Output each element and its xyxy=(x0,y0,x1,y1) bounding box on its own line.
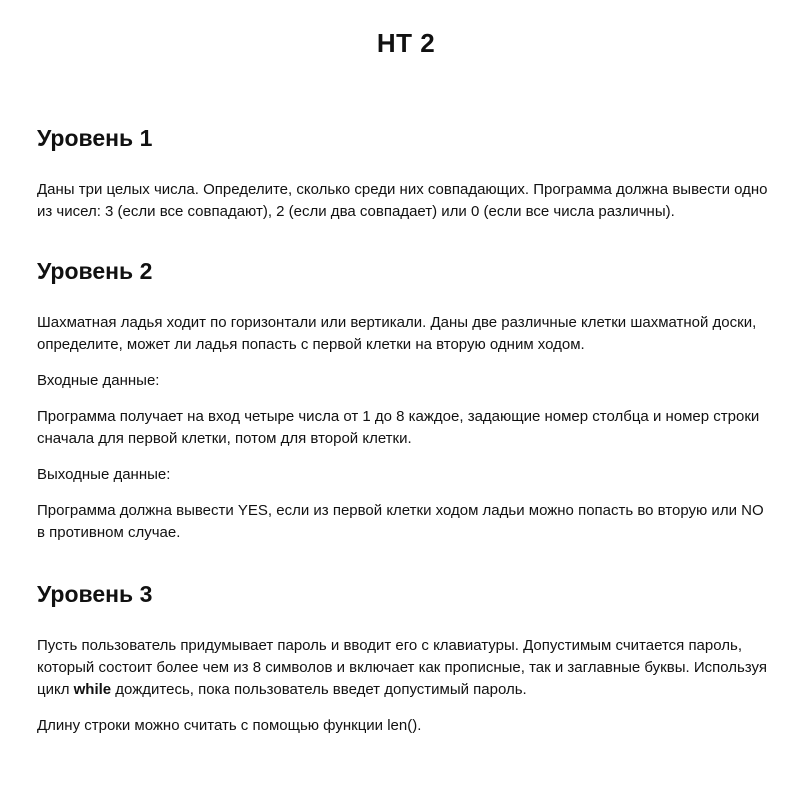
task-text-before-keyword: Пусть пользователь придумывает пароль и вводит его с клавиатуры. Допустимым считается пароль, который состоит более чем из 8 символов и включает как прописные, так и заглавные буквы. Используя цикл xyxy=(37,637,767,698)
while-keyword: while xyxy=(73,681,112,698)
input-data-label: Входные данные: xyxy=(37,372,160,389)
output-data-description: Программа должна вывести YES, если из первой клетки ходом ладьи можно попасть во вторую или NO в противном случае. xyxy=(37,502,764,541)
task-description: Даны три целых числа. Определите, сколько среди них совпадающих. Программа должна вывести одно из чисел: 3 (если все совпадают), 2 (если два совпадает) или 0 (если все числа различны). xyxy=(37,181,768,220)
section-level-1 xyxy=(37,124,775,223)
section-heading: Уровень 2 xyxy=(37,258,153,284)
section-level-3 xyxy=(37,580,775,737)
document-title: HT 2 xyxy=(376,28,436,58)
input-data-description: Программа получает на вход четыре числа от 1 до 8 каждое, задающие номер столбца и номер строки сначала для первой клетки, потом для второй клетки. xyxy=(37,408,760,447)
section-heading: Уровень 1 xyxy=(37,125,153,151)
section-heading: Уровень 3 xyxy=(37,581,153,607)
output-data-label: Выходные данные: xyxy=(37,466,171,483)
task-description: Шахматная ладья ходит по горизонтали или вертикали. Даны две различные клетки шахматной доски, определите, может ли ладья попасть с первой клетки на вторую одним ходом. xyxy=(37,314,757,353)
task-hint: Длину строки можно считать с помощью функции len(). xyxy=(37,717,422,734)
task-description xyxy=(37,635,775,701)
section-level-2 xyxy=(37,257,775,544)
task-text-after-keyword: дождитесь, пока пользователь введет допустимый пароль. xyxy=(111,681,527,698)
